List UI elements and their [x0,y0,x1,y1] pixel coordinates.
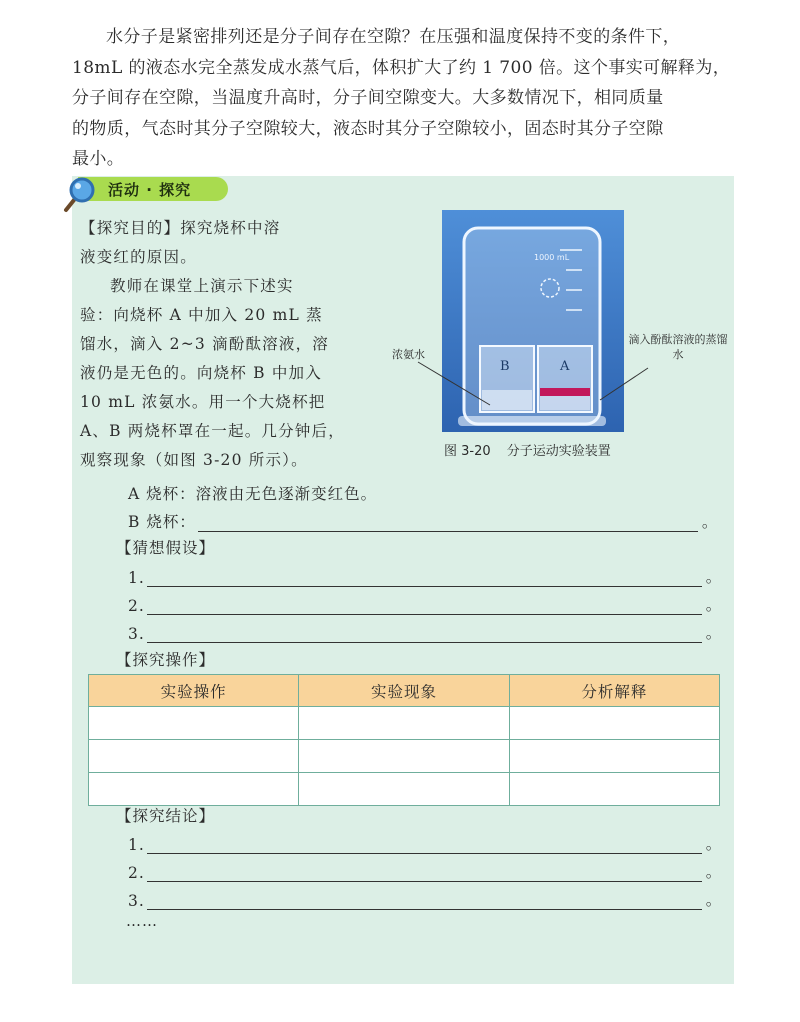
figure-number: 图 3-20 [444,444,491,459]
activity-badge-label: 活动 · 探究 [108,180,192,199]
purpose-line-1: 【探究目的】探究烧杯中溶 [80,219,281,237]
operation-table [88,674,720,806]
continuation-ellipsis: …… [126,912,158,930]
result-b-line [128,510,718,532]
conclusion-blank-1[interactable] [147,835,702,854]
procedure-line-7: 观察现象（如图 3-20 所示）。 [80,451,308,469]
procedure-line-6: A、B 两烧杯罩在一起。几分钟后， [80,422,345,440]
figure-caption [444,440,611,459]
beaker-a-label: A [560,359,570,374]
table-cell[interactable] [299,773,509,806]
hypothesis-number-1: 1. [128,569,145,587]
conclusion-heading: 【探究结论】 [116,807,216,825]
result-b-label: B 烧杯： [128,513,196,531]
figure-title: 分子运动实验装置 [506,444,611,459]
result-a-line [128,482,377,504]
conclusion-blank-3[interactable] [147,891,702,910]
hypothesis-line-1 [128,565,722,587]
procedure-line-1: 教师在课堂上演示下述实 [110,277,294,295]
table-row [89,740,720,773]
table-cell[interactable] [89,707,299,740]
conclusion-line-2 [128,860,722,882]
table-cell[interactable] [509,740,719,773]
operation-heading: 【探究操作】 [116,651,216,669]
hypothesis-heading: 【猜想假设】 [116,539,216,557]
intro-line-5: 最小。 [72,149,125,169]
table-cell[interactable] [89,773,299,806]
table-row [89,707,720,740]
table-header-row [89,675,720,707]
hypothesis-line-3 [128,621,722,643]
result-a-text: A 烧杯：溶液由无色逐渐变红色。 [128,485,378,503]
table-cell[interactable] [509,707,719,740]
beaker-volume-mark: 1000 mL [534,253,570,262]
hypothesis-blank-3[interactable] [147,624,702,643]
procedure-line-2: 验：向烧杯 A 中加入 20 mL 蒸 [80,306,323,324]
result-b-period: 。 [701,513,719,531]
procedure-line-3: 馏水，滴入 2~3 滴酚酞溶液，溶 [80,335,329,353]
label-phenolphthalein-water: 滴入酚酞溶液的蒸馏水 [628,333,728,361]
conclusion-period-2: 。 [705,863,723,881]
hypothesis-period-3: 。 [705,624,723,642]
hypothesis-line-2 [128,593,722,615]
hypothesis-period-1: 。 [705,568,723,586]
conclusion-number-1: 1. [128,836,145,854]
intro-line-4: 的物质，气态时其分子空隙较大，液态时其分子空隙较小，固态时其分子空隙 [72,118,664,139]
table-row [89,773,720,806]
table-cell[interactable] [89,740,299,773]
intro-line-3: 分子间存在空隙，当温度升高时，分子间空隙变大。大多数情况下，相同质量 [72,88,664,108]
intro-line-1: 水分子是紧密排列还是分子间存在空隙？在压强和温度保持不变的条件下， [106,27,681,47]
table-cell[interactable] [509,773,719,806]
label-concentrated-ammonia: 浓氨水 [392,348,425,361]
header-phenomenon: 实验现象 [299,675,509,707]
hypothesis-blank-1[interactable] [147,568,702,587]
conclusion-number-3: 3. [128,892,145,910]
intro-text [72,22,738,175]
conclusion-period-3: 。 [705,891,723,909]
conclusion-line-1 [128,832,722,854]
conclusion-blank-2[interactable] [147,863,702,882]
activity-description [80,214,380,475]
hypothesis-number-3: 3. [128,625,145,643]
hypothesis-number-2: 2. [128,597,145,615]
header-analysis: 分析解释 [509,675,719,707]
table-cell[interactable] [299,740,509,773]
hypothesis-period-2: 。 [705,596,723,614]
beaker-b-label: B [500,359,510,374]
intro-line-2: 18mL 的液态水完全蒸发成水蒸气后，体积扩大了约 1 700 倍。这个事实可解释为， [72,57,731,78]
purpose-line-2: 液变红的原因。 [80,248,197,266]
hypothesis-blank-2[interactable] [147,596,702,615]
conclusion-period-1: 。 [705,835,723,853]
table-cell[interactable] [299,707,509,740]
conclusion-line-3 [128,888,722,910]
procedure-line-5: 10 mL 浓氨水。用一个大烧杯把 [80,393,326,411]
conclusion-number-2: 2. [128,864,145,882]
magnifier-icon [62,174,102,214]
result-b-blank[interactable] [198,513,698,532]
procedure-line-4: 液仍是无色的。向烧杯 B 中加入 [80,364,322,382]
header-operation: 实验操作 [89,675,299,707]
